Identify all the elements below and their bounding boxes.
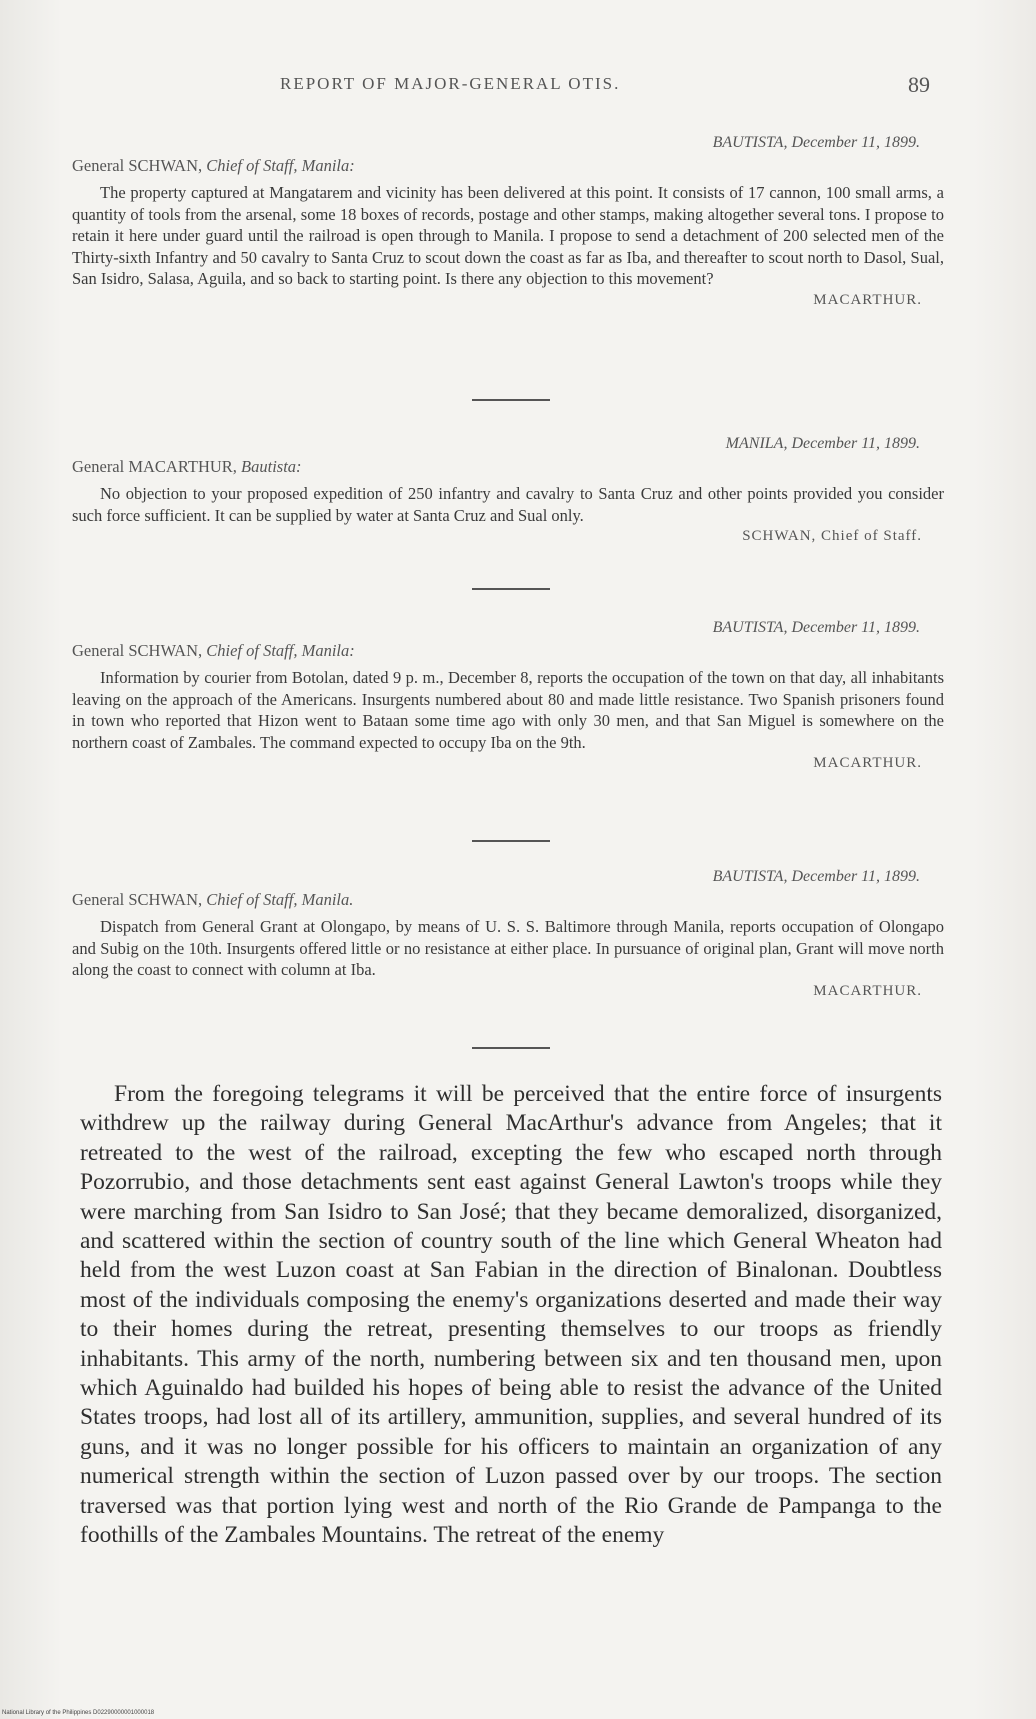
- telegram-1: [72, 134, 944, 309]
- running-head: REPORT OF MAJOR-GENERAL OTIS.: [280, 74, 621, 93]
- telegram-address: [72, 156, 944, 176]
- telegram-address: [72, 641, 944, 661]
- page-number: 89: [908, 72, 930, 97]
- section-divider: [472, 399, 550, 401]
- address-name: General SCHWAN,: [72, 890, 203, 909]
- telegram-3: [72, 619, 944, 772]
- address-name: General MACARTHUR,: [72, 457, 237, 476]
- telegram-4: [72, 868, 944, 1000]
- telegram-dateline: MANILA, December 11, 1899.: [725, 435, 920, 452]
- telegram-address: [72, 457, 944, 477]
- telegram-body: No objection to your proposed expedition of 250 infantry and cavalry to Santa Cruz and other points provided you consider such force sufficient. It can be supplied by water at Santa Cruz and Sual only.: [72, 484, 944, 525]
- address-name: General SCHWAN,: [72, 641, 203, 660]
- address-rest: Chief of Staff, Manila.: [202, 890, 354, 909]
- address-name: General SCHWAN,: [72, 156, 203, 175]
- section-divider: [472, 840, 550, 842]
- section-divider: [472, 1047, 550, 1049]
- scan-footer: National Library of the Philippines D02290000001000018: [2, 1710, 155, 1716]
- telegram-signature: MACARTHUR.: [813, 291, 922, 308]
- narrative-paragraph: From the foregoing telegrams it will be perceived that the entire force of insurgents withdrew up the railway during General MacArthur's advance from Angeles; that it retreated to the west of the railroad, excepting the few who escaped north through Pozorrubio, and those detachments sent east against General Lawton's troops while they were marching from San Isidro to San José; that they became demoralized, disorganized, and scattered within the section of country south of the line which General Wheaton had held from the west Luzon coast at San Fabian in the direction of Binalonan. Doubtless most of the individuals composing the enemy's organizations deserted and made their way to their homes during the retreat, presenting themselves to our troops as friendly inhabitants. This army of the north, numbering between six and ten thousand men, upon which Aguinaldo had builded his hopes of being able to resist the advance of the United States troops, had lost all of its artillery, ammunition, supplies, and several hundred of its guns, and it was no longer possible for his officers to maintain an organization of any numerical strength within the section of Luzon passed over by our troops. The section traversed was that portion lying west and north of the Rio Grande de Pampanga to the foothills of the Zambales Mountains. The retreat of the enemy: [80, 1081, 942, 1549]
- telegram-address: [72, 890, 944, 910]
- telegram-body: The property captured at Mangatarem and vicinity has been delivered at this point. It consists of 17 cannon, 100 small arms, a quantity of tools from the arsenal, some 18 boxes of records, postage and other stamps, making altogether several tons. I propose to retain it here under guard until the railroad is open through to Manila. I propose to send a detachment of 200 selected men of the Thirty-sixth Infantry and 50 cavalry to Santa Cruz to scout down the coast as far as Iba, and thereafter to scout north to Dasol, Sual, San Isidro, Salasa, Aguila, and so back to starting point. Is there any objection to this movement?: [72, 183, 944, 288]
- telegram-signature: MACARTHUR.: [813, 755, 922, 771]
- telegram-signature: SCHWAN, Chief of Staff.: [742, 528, 922, 544]
- telegram-dateline: BAUTISTA, December 11, 1899.: [712, 134, 920, 151]
- address-rest: Bautista:: [236, 457, 302, 476]
- telegram-signature: MACARTHUR.: [813, 982, 922, 999]
- address-rest: Chief of Staff, Manila:: [202, 641, 355, 660]
- section-divider: [472, 588, 550, 590]
- telegram-dateline: BAUTISTA, December 11, 1899.: [712, 868, 920, 885]
- telegram-2: [72, 435, 944, 545]
- telegram-body: Dispatch from General Grant at Olongapo, by means of U. S. S. Baltimore through Manila, reports occupation of Olongapo and Subig on the 10th. Insurgents offered little or no resistance at either place. In pursuance of original plan, Grant will move north along the coast to connect with column at Iba.: [72, 917, 944, 979]
- address-rest: Chief of Staff, Manila:: [202, 156, 355, 175]
- telegram-dateline: BAUTISTA, December 11, 1899.: [712, 619, 920, 636]
- telegram-body: Information by courier from Botolan, dated 9 p. m., December 8, reports the occupation of the town on that day, all inhabitants leaving on the approach of the Americans. Insurgents numbered about 80 and made little resistance. Two Spanish prisoners found in town who reported that Hizon went to Bataan some time ago with only 30 men, and that San Miguel is somewhere on the northern coast of Zambales. The command expected to occupy Iba on the 9th.: [72, 668, 944, 752]
